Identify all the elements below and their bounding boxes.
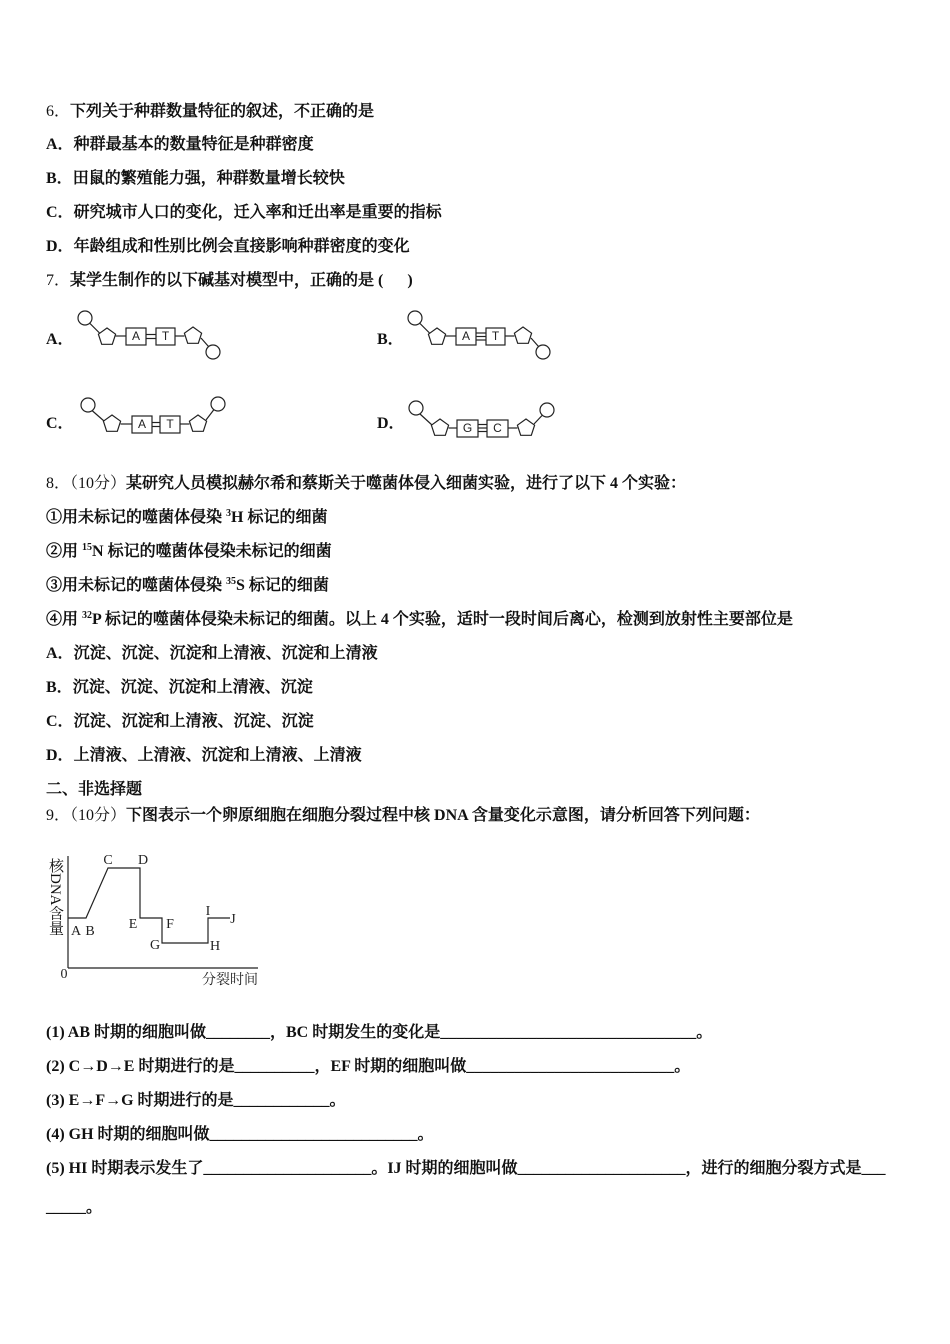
q6-number: 6． (46, 103, 71, 120)
q6-option-d (46, 237, 410, 257)
q7-stem (46, 271, 413, 291)
q9-subquestion-3 (46, 1091, 346, 1111)
deoxyribose-pentagon (431, 419, 448, 435)
q8-option-b (46, 678, 313, 698)
experiment-text: N 标记的噬菌体侵染未标记的细菌 (92, 543, 332, 560)
point-label-a: A (70, 924, 82, 940)
q8-option-a (46, 644, 378, 664)
option-label: D． (46, 238, 74, 255)
isotope-mass-number: 3 (226, 508, 232, 519)
q8-option-c (46, 712, 314, 732)
q9-stem-text: 下图表示一个卵原细胞在细胞分裂过程中核 DNA 含量变化示意图，请分析回答下列问题： (126, 807, 760, 824)
deoxyribose-pentagon (184, 327, 201, 343)
experiment-text: H 标记的细菌 (231, 509, 328, 526)
deoxyribose-pentagon (98, 328, 115, 344)
isotope-mass-number: 32 (82, 610, 93, 621)
option-text: 种群最基本的数量特征是种群密度 (73, 136, 314, 153)
phosphodiester-link (531, 338, 539, 347)
option-label: C． (46, 204, 74, 221)
q7-stem-text: 某学生制作的以下碱基对模型中，正确的是 ( ) (70, 272, 413, 289)
q7-option-b-label: B． (377, 331, 404, 348)
experiment-text: ②用 (46, 543, 83, 560)
isotope-mass-number: 15 (82, 542, 93, 553)
point-label-g: G (149, 938, 161, 954)
subquestion-text: _____。 (46, 1199, 103, 1216)
q8-experiment-1 (46, 508, 327, 528)
point-label-b: B (85, 924, 95, 940)
q9-subquestion-5-continuation (46, 1198, 102, 1218)
q9-subquestion-1 (46, 1023, 712, 1043)
base-letter: C (493, 421, 502, 436)
option-text: 上清液、上清液、沉淀和上清液、上清液 (73, 747, 362, 764)
subquestion-text: (1) AB 时期的细胞叫做________，BC 时期发生的变化是________________________________。 (46, 1024, 713, 1041)
base-letter: T (491, 329, 500, 344)
graph-x-axis-label: 分裂时间 (202, 973, 258, 989)
point-label-j: J (230, 912, 236, 928)
phosphodiester-link (92, 411, 104, 422)
q7-option-c-base-pair-model (76, 388, 232, 444)
q7-option-a-base-pair-model (74, 302, 226, 364)
point-label-i: I (205, 904, 211, 920)
option-label: A． (46, 136, 74, 153)
base-letter: A (461, 329, 471, 344)
deoxyribose-pentagon (514, 327, 531, 343)
q7-option-c-label: C． (46, 415, 74, 432)
q8-stem (46, 474, 686, 494)
q7-number: 7． (46, 272, 71, 289)
experiment-text: S 标记的细菌 (236, 577, 329, 594)
deoxyribose-pentagon (189, 415, 206, 431)
phosphodiester-link (206, 410, 214, 421)
option-label: D． (46, 747, 74, 764)
q6-option-a (46, 135, 314, 155)
point-label-d: D (137, 853, 149, 869)
q8-number: 8． (46, 475, 71, 492)
subquestion-text: (2) C→D→E 时期进行的是__________，EF 时期的细胞叫做__________________________。 (46, 1058, 691, 1075)
subquestion-text: (5) HI 时期表示发生了_____________________。IJ 时期的细胞叫做_____________________，进行的细胞分裂方式是___ (46, 1160, 886, 1177)
option-label: A． (46, 645, 74, 662)
q7-option-d-base-pair-model (404, 392, 560, 444)
section-title: 二、非选择题 (46, 781, 143, 798)
experiment-text: ①用未标记的噬菌体侵染 (46, 509, 227, 526)
deoxyribose-pentagon (428, 328, 445, 344)
phosphate-circle (206, 345, 220, 359)
option-text: 沉淀、沉淀、沉淀和上清液、沉淀和上清液 (73, 645, 378, 662)
base-letter: A (137, 417, 147, 432)
deoxyribose-pentagon (103, 415, 120, 431)
isotope-mass-number: 35 (226, 576, 237, 587)
q6-stem-text: 下列关于种群数量特征的叙述，不正确的是 (70, 103, 375, 120)
q7-option-a-label: A． (46, 331, 74, 348)
deoxyribose-pentagon (517, 419, 534, 435)
option-label: B． (46, 170, 73, 187)
q8-option-d (46, 746, 362, 766)
dna-content-graph (40, 850, 270, 995)
base-letter: T (166, 417, 174, 432)
subquestion-text: (3) E→F→G 时期进行的是____________。 (46, 1092, 346, 1109)
option-text: 沉淀、沉淀、沉淀和上清液、沉淀 (72, 679, 313, 696)
base-letter: G (462, 421, 473, 436)
option-text: 年龄组成和性别比例会直接影响种群密度的变化 (73, 238, 410, 255)
option-text: 沉淀、沉淀和上清液、沉淀、沉淀 (73, 713, 314, 730)
q7-option-b-base-pair-model (404, 302, 556, 364)
q9-subquestion-5 (46, 1159, 886, 1179)
subquestion-text: (4) GH 时期的细胞叫做__________________________。 (46, 1126, 434, 1143)
q8-score: （10分） (70, 475, 127, 492)
phosphate-circle (536, 345, 550, 359)
experiment-text: ④用 (46, 611, 83, 628)
option-label: B． (46, 679, 73, 696)
point-label-f: F (166, 917, 174, 933)
base-letter: A (131, 329, 141, 344)
option-text: 田鼠的繁殖能力强，种群数量增长较快 (72, 170, 345, 187)
point-label-e: E (128, 917, 138, 933)
q8-stem-text: 某研究人员模拟赫尔希和蔡斯关于噬菌体侵入细菌实验，进行了以下 4 个实验： (126, 475, 687, 492)
q6-option-b (46, 169, 345, 189)
phosphodiester-link (420, 323, 430, 333)
q8-experiment-2 (46, 542, 332, 562)
phosphate-circle (211, 397, 225, 411)
option-text: 研究城市人口的变化，迁入率和迁出率是重要的指标 (73, 204, 442, 221)
q9-score: （10分） (70, 807, 127, 824)
q8-experiment-3 (46, 576, 329, 596)
q8-experiment-4 (46, 610, 793, 630)
phosphodiester-link (90, 323, 100, 333)
q9-subquestion-4 (46, 1125, 434, 1145)
option-label: C． (46, 713, 74, 730)
q6-option-c (46, 203, 442, 223)
phosphodiester-link (534, 415, 543, 424)
experiment-text: P 标记的噬菌体侵染未标记的细菌。以上 4 个实验，适时一段时间后离心，检测到放射性主要部位是 (92, 611, 793, 628)
phosphate-circle (409, 401, 423, 415)
q9-subquestion-2 (46, 1057, 690, 1077)
point-label-h: H (209, 939, 221, 955)
graph-y-axis-label: 核DNA含量 (47, 858, 63, 936)
phosphate-circle (540, 403, 554, 417)
phosphodiester-link (201, 338, 209, 347)
q7-option-d-label: D． (377, 415, 405, 432)
base-letter: T (161, 329, 170, 344)
phosphate-circle (81, 398, 95, 412)
point-label-c: C (103, 853, 113, 869)
phosphodiester-link (420, 414, 432, 425)
q9-number: 9． (46, 807, 71, 824)
q6-stem (46, 102, 374, 122)
origin-label: 0 (60, 967, 68, 983)
q9-stem (46, 806, 760, 826)
experiment-text: ③用未标记的噬菌体侵染 (46, 577, 227, 594)
